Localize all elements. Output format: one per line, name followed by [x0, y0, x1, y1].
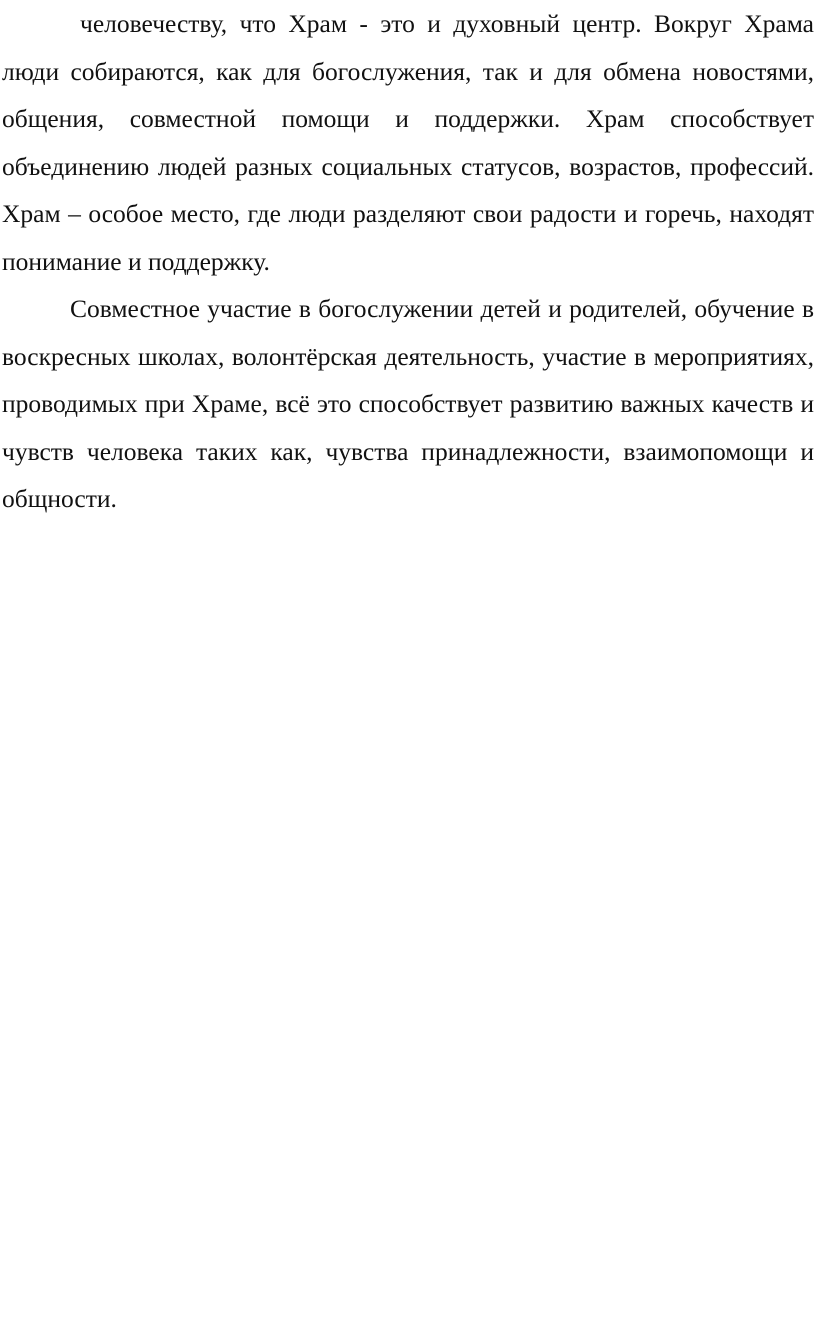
document-body — [2, 0, 814, 523]
paragraph-2: Совместное участие в богослужении детей и родителей, обучение в воскресных школах, волонтёрская деятельность, участие в мероприятиях, проводимых при Храме, всё это способствует развитию важных качеств и чувств человека таких как, чувства принадлежности, взаимопомощи и общности. — [2, 294, 814, 513]
paragraph-1: человечеству, что Храм - это и духовный центр. Вокруг Храма люди собираются, как для богослужения, так и для обмена новостями, общения, совместной помощи и поддержки. Храм способствует объединению людей разных социальных статусов, возрастов, профессий. Храм – особое место, где люди разделяют свои радости и горечь, находят понимание и поддержку. — [2, 9, 814, 276]
